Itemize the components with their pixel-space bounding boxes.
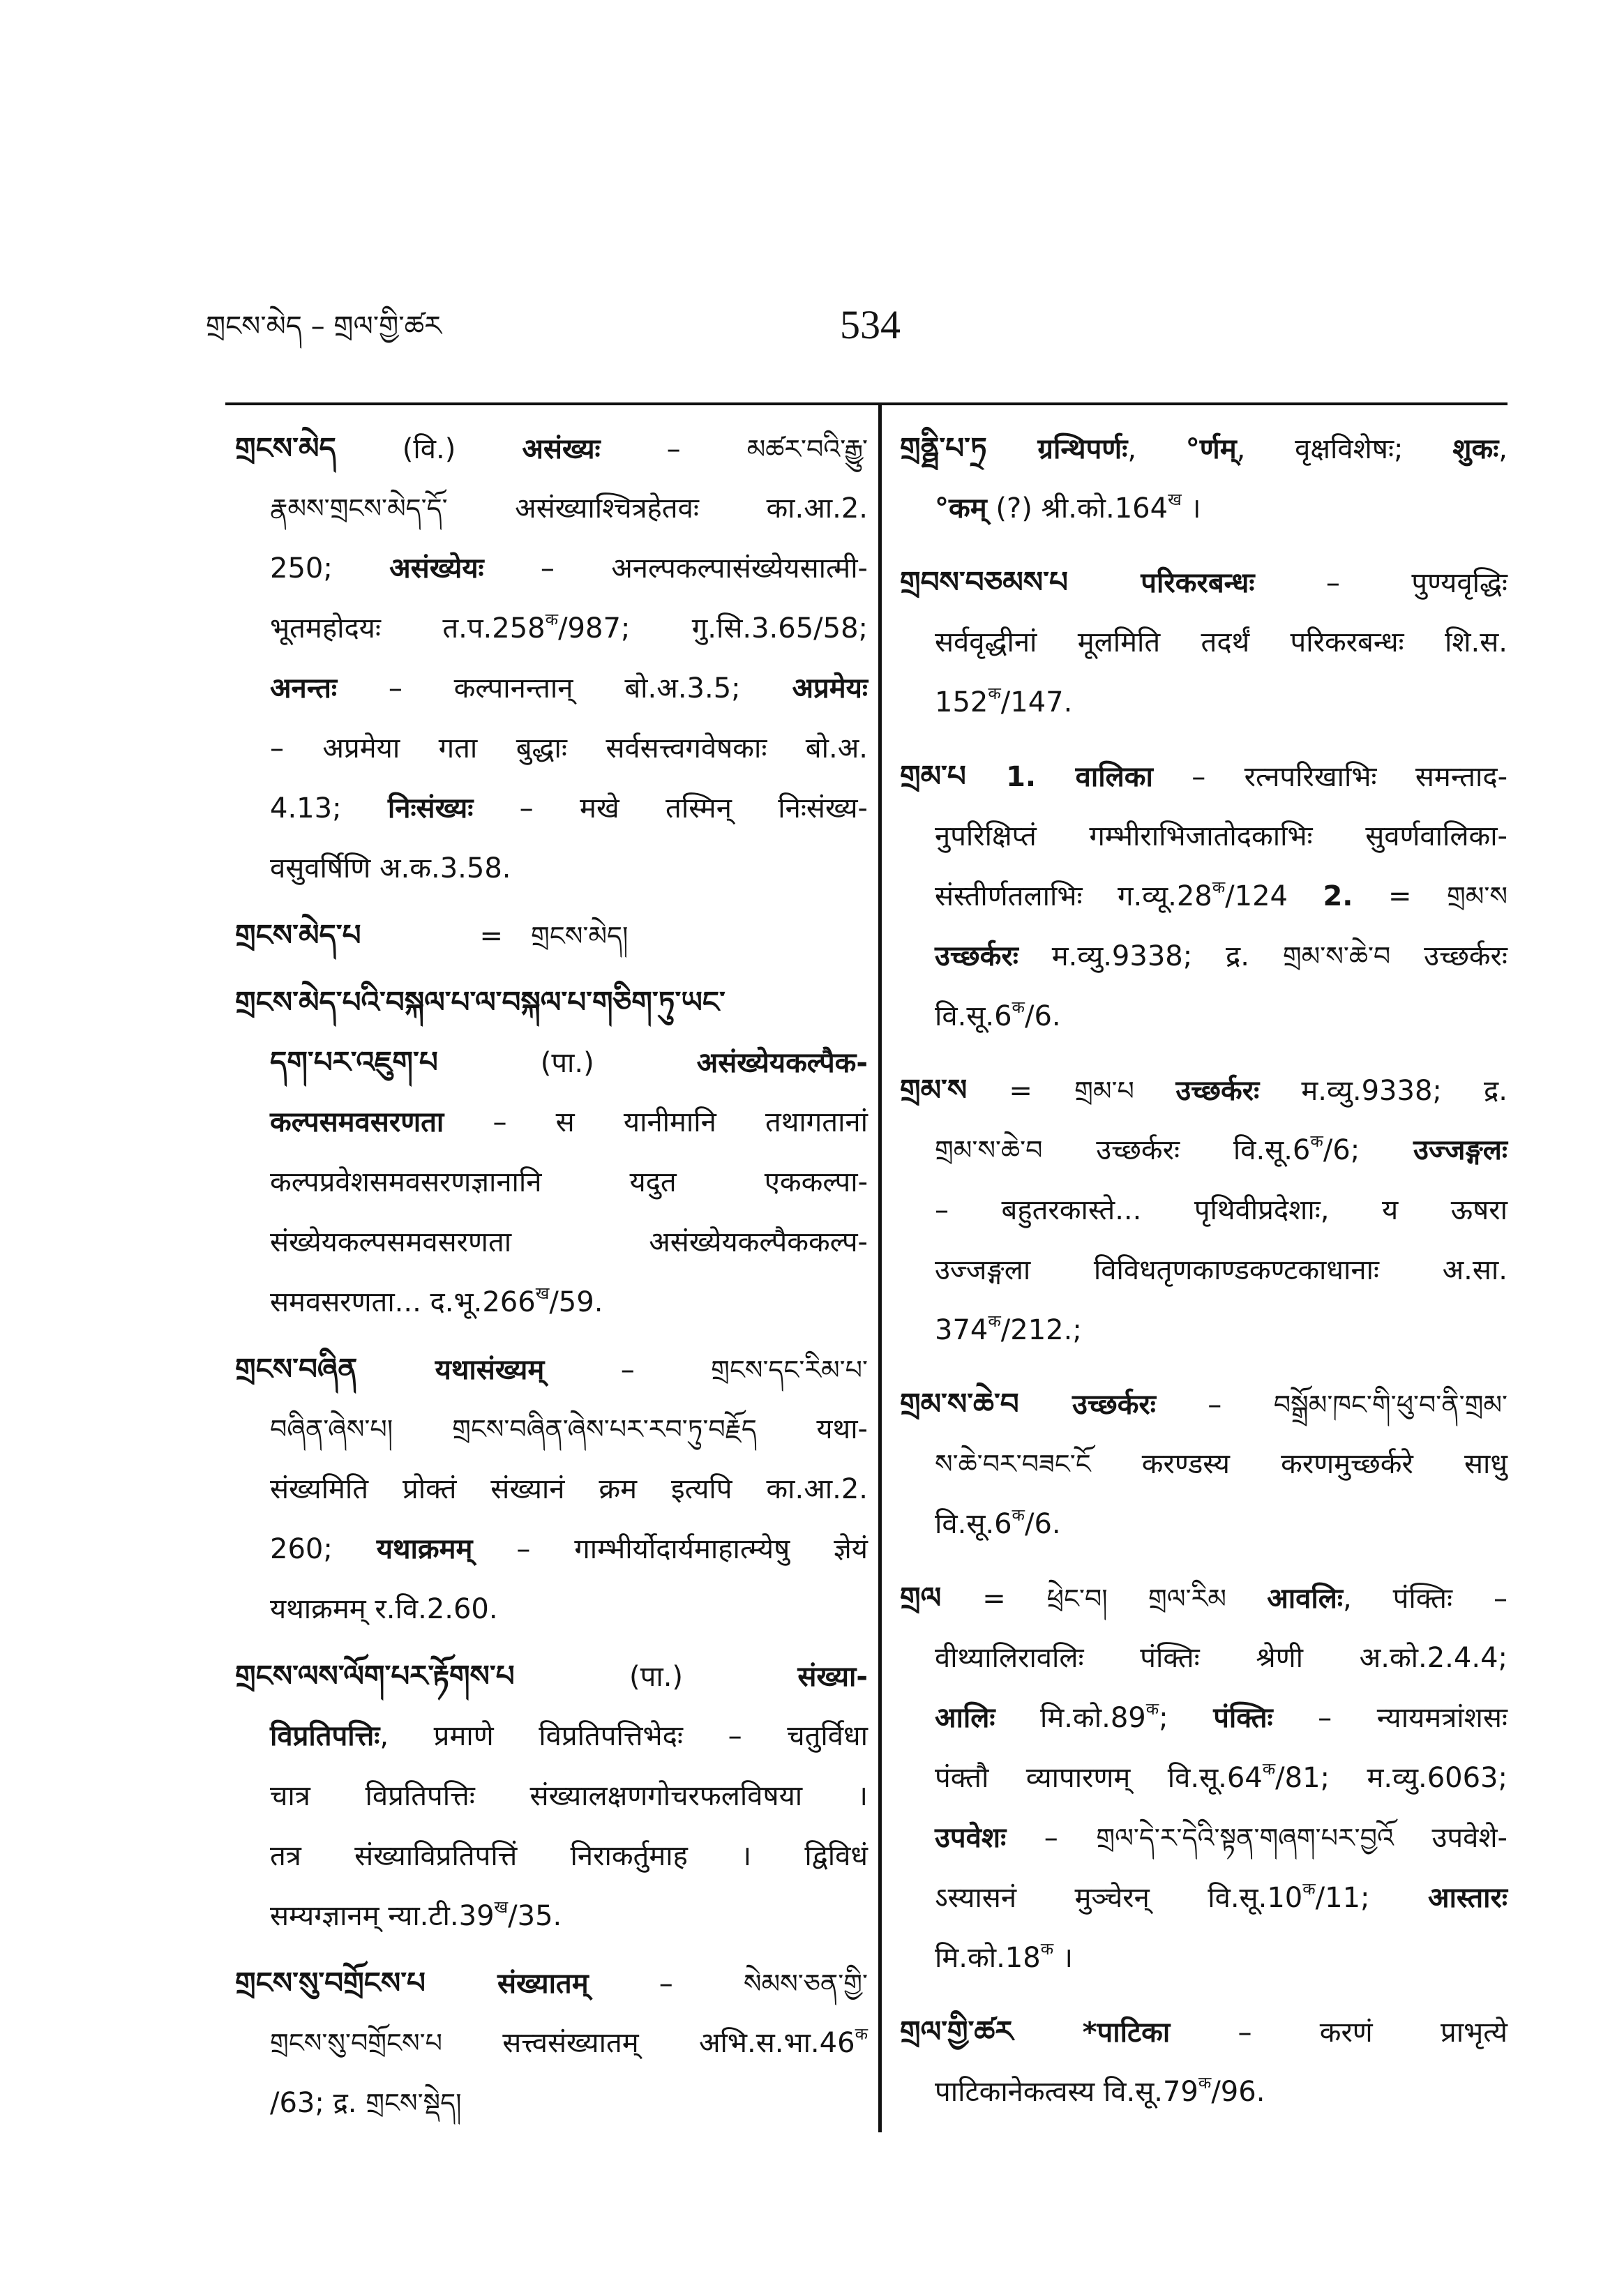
headword: གྲནྠི་པ་ཏྲ [900,431,1038,465]
folio-superscript: क [988,1311,1001,1331]
entry-line [235,718,868,778]
text: यथा- [756,1413,868,1445]
text: 250; [270,552,390,585]
tibetan-text: ཕྲེང་བ། གྲལ་རིམ [1046,1583,1268,1614]
sanskrit-term: °कम् [935,492,987,525]
text: उच्छर्करः [1390,940,1508,972]
sanskrit-term: विप्रतिपत्तिः [270,1720,380,1752]
text: , [1498,433,1508,465]
text: – पुण्यवृद्धिः [1254,567,1508,599]
text: म.व्यु.9338; द्र. [1259,1075,1508,1107]
text: , [1127,433,1186,465]
entry-line [900,672,1508,732]
headword: གྲབས་བཅམས་པ [900,565,1141,599]
tibetan-text: བསྒྲོམ་ཁང་གི་ཕུ་བ་ནི་གྲམ་ [1273,1389,1508,1420]
right-column [900,419,1508,2122]
dictionary-entry [900,552,1508,732]
text: सत्त्वसंख्यातम् अभि.स.भा.46 [442,2027,855,2059]
entry-line [235,1519,868,1579]
sanskrit-term: पंक्तिः [1213,1702,1273,1734]
entry-line [900,419,1508,479]
entry-line [235,1953,868,2013]
folio-superscript: क [988,684,1001,703]
text: उपवेशे- [1393,1822,1508,1854]
entry-line [235,1766,868,1826]
text: मि.को.18 [935,1942,1041,1974]
text: भूतमहोदयः त.प.258 [270,612,546,645]
text: वि.सू.6 [935,1508,1012,1540]
text: , वृक्षविशेषः; [1236,433,1453,465]
entry-line [235,1886,868,1946]
text: – रत्नपरिखाभिः समन्ताद- [1152,761,1508,793]
text: सम्यग्ज्ञानम् न्या.टी.39 [270,1900,495,1932]
entry-line [235,1826,868,1886]
entry-line [900,1568,1508,1628]
sanskrit-term: यथाक्रमम् [376,1533,473,1565]
entry-line [900,552,1508,612]
folio-superscript: क [855,2024,868,2044]
text: पाटिकानेकत्वस्य वि.सू.79 [935,2076,1198,2108]
text: = [1353,880,1447,912]
entry-line [900,1120,1508,1180]
text: तत्र संख्याविप्रतिपत्तिं निराकर्तुमाह । द्विविधं [270,1840,868,1872]
text: चात्र विप्रतिपत्तिः संख्यालक्षणगोचरफलविषया । [270,1780,868,1812]
sanskrit-term: उच्छर्करः [1175,1075,1260,1107]
headword: གྲལ་གྱི་ཚར [900,2014,1083,2049]
entry-line [235,1579,868,1639]
entry-line [900,806,1508,866]
sanskrit-term: कल्पसमवसरणता [270,1106,444,1138]
page-number: 534 [840,302,901,347]
running-head: གྲངས་མེད – གྲལ་གྱི་ཚར [206,310,442,342]
dictionary-entry [235,905,868,965]
folio-superscript: क [545,610,559,629]
text: यथाक्रमम् र.वि.2.60. [270,1593,498,1625]
entry-line [900,926,1508,986]
folio-superscript: ख [1168,490,1182,509]
entry-line [900,1494,1508,1554]
text: ; [1159,1702,1214,1734]
dictionary-entry [235,972,868,1332]
tibetan-text: ས་ཆེ་བར་བཟང་ངོ [935,1449,1091,1479]
entry-line [235,1339,868,1399]
entry-line [900,746,1508,806]
text: – न्यायमत्रांशसः [1272,1702,1508,1734]
headword: གྲལ [900,1581,942,1615]
sanskrit-term: ग्रन्थिपर्णः [1037,433,1128,465]
text: (पा.) [437,1047,697,1079]
text: – स यानीमानि तथागतानां [444,1106,868,1138]
sanskrit-term: आवलिः [1267,1583,1343,1615]
entry-line [235,1706,868,1766]
entry-line [235,1399,868,1459]
text: /987; गु.सि.3.65/58; [558,612,868,645]
text: /147. [1000,686,1073,718]
text: – बहुतरकास्ते... पृथिवीप्रदेशाः, य ऊषरा [935,1194,1508,1226]
sanskrit-term: यथासंख्यम् [435,1354,545,1386]
text: (वि.) [336,433,522,465]
tibetan-text: རྣམས་གྲངས་མེད་དོ་ [270,493,448,524]
entry-line [235,1646,868,1706]
tibetan-text: གྲམ་ས [1446,881,1508,912]
text: – [544,1354,712,1386]
entry-line [900,1434,1508,1494]
text: करण्डस्य करणमुच्छर्करे साधु [1090,1448,1508,1480]
text: सर्ववृद्धीनां मूलमिति तदर्थं परिकरबन्धः शि.स. [935,626,1508,658]
text: । [1053,1942,1074,1974]
sanskrit-term: 2. [1323,880,1353,912]
tibetan-text: སེམས་ཅན་གྱི་ [743,1968,868,1999]
text: 374 [935,1314,988,1346]
headword: གྲམ་པ [900,759,1007,793]
text: /212.; [1000,1314,1082,1346]
entry-line [900,1688,1508,1748]
text: ऽस्यासनं मुञ्चेरन् वि.सू.10 [935,1882,1303,1914]
tibetan-text: མཚར་བའི་རྒྱུ་ [746,434,868,465]
text: , प्रमाणे विप्रतिपत्तिभेदः – चतुर्विधा [379,1720,868,1752]
text: /81; म.व्यु.6063; [1275,1762,1508,1794]
entry-line [900,1628,1508,1688]
text: वि.सू.6 [935,1000,1012,1032]
text: /11; [1315,1882,1428,1914]
text: /6. [1024,1508,1061,1540]
text: उज्जङ्गला विविधतृणकाण्डकण्टकाधानाः अ.सा. [935,1254,1508,1286]
entry-line [235,972,868,1032]
folio-superscript: क [1198,2073,1212,2093]
sanskrit-term: अप्रमेयः [792,672,868,705]
folio-superscript: ख [535,1283,550,1303]
sanskrit-term: *पाटिका [1082,2017,1171,2049]
text: , पंक्तिः – [1342,1583,1508,1615]
text: 260; [270,1533,377,1565]
entry-line [235,419,868,479]
entry-line [235,1092,868,1152]
dictionary-entry [900,1374,1508,1554]
entry-line [235,658,868,718]
sanskrit-term: उच्छर्करः [1072,1389,1156,1421]
entry-line [235,1032,868,1092]
entry-line [235,1459,868,1519]
text: – [600,433,747,465]
headword: གྲངས་མེད་པའི་བསྐལ་པ་ལ་བསྐལ་པ་གཅིག་ཏུ་ཡང་ [235,985,725,1019]
sanskrit-term: परिकरबन्धः [1141,567,1255,599]
folio-superscript: क [1012,1505,1025,1525]
dictionary-entry [900,746,1508,1046]
headword: གྲམ་ས་ཆེ་བ [900,1387,1073,1421]
entry-line [235,1272,868,1332]
text: = [941,1583,1047,1615]
tibetan-text: བཞིན་ཞེས་པ། གྲངས་བཞིན་ཞེས་པར་རབ་ཏུ་བརྗོད [270,1414,757,1445]
sanskrit-term: शुकः [1452,433,1499,465]
text: पंक्तौ व्यापारणम् वि.सू.64 [935,1762,1263,1794]
headword: གྲངས་སུ་བགྲོངས་པ [235,1966,497,2000]
entry-line [235,538,868,598]
text: /96. [1211,2076,1265,2108]
left-column [235,419,868,2133]
entry-line [900,866,1508,926]
sanskrit-term: असंख्येयकल्पैक- [696,1047,868,1079]
dictionary-entry [235,1339,868,1639]
text: – कल्पानन्तान् बो.अ.3.5; [336,672,792,705]
text: समवसरणता... द.भू.266 [270,1286,536,1318]
tibetan-text: གྲམ་ས་ཆེ་བ [935,1135,1043,1166]
column-divider [878,405,882,2132]
entry-line [235,2013,868,2073]
folio-superscript: ख [494,1897,509,1917]
tibetan-text: གྲངས་དང་རིམ་པ་ [711,1355,868,1385]
text: /6. [1024,1000,1061,1032]
text: नुपरिक्षिप्तं गम्भीराभिजातोदकाभिः सुवर्णवालिका- [935,820,1508,852]
folio-superscript: क [1012,997,1025,1017]
text: संख्यमिति प्रोक्तं संख्यानं क्रम इत्यपि का.आ.2. [270,1473,868,1505]
text: – करणं प्राभृत्ये [1170,2017,1508,2049]
text: उच्छर्करः वि.सू.6 [1042,1134,1311,1166]
sanskrit-term: संख्यातम् [497,1968,589,2000]
text: (पा.) [514,1661,798,1693]
entry-line [235,838,868,898]
headword: དག་པར་འཇུག་པ [270,1045,438,1079]
text: – [1006,1822,1097,1854]
dictionary-entry [900,1060,1508,1360]
text: कल्पप्रवेशसमवसरणज्ञानानि यदुत एककल्पा- [270,1166,868,1198]
folio-superscript: क [1262,1759,1276,1779]
sanskrit-term: निःसंख्यः [387,792,474,824]
folio-superscript: क [1212,877,1226,897]
text: 4.13; [270,792,388,824]
text: 152 [935,686,988,718]
folio-superscript: क [1310,1131,1323,1151]
text: मि.को.89 [995,1702,1146,1734]
text: – गाम्भीर्योदार्यमाहात्म्येषु ज्ञेयं [472,1533,868,1565]
entry-line [900,986,1508,1046]
sanskrit-term: आलिः [935,1702,995,1734]
text: – मखे तस्मिन् निःसंख्य- [473,792,868,824]
entry-line [900,1300,1508,1360]
dictionary-entry [235,1953,868,2133]
tibetan-text: གྲངས་མེད། [531,921,629,951]
entry-line [900,1060,1508,1120]
entry-line [900,2002,1508,2062]
tibetan-text: གྲམ་པ [1074,1076,1176,1106]
sanskrit-term: असंख्यः [522,433,601,465]
dictionary-entry [900,1568,1508,1988]
text: असंख्याश्चित्रहेतवः का.आ.2. [447,492,868,525]
sanskrit-term: 1. वालिका [1006,761,1153,793]
text: = [967,1075,1075,1107]
tibetan-text: གྲངས་སྡེད། [366,2088,462,2118]
entry-line [235,1212,868,1272]
folio-superscript: क [1040,1939,1054,1959]
entry-line [900,2062,1508,2122]
headword: གྲངས་མེད་པ [235,918,361,952]
sanskrit-term: उच्छर्करः [935,940,1018,972]
entry-line [900,612,1508,672]
sanskrit-term: उपवेशः [935,1822,1007,1854]
entry-line [900,1374,1508,1434]
dictionary-entry [235,1646,868,1946]
text: वीथ्यालिरावलिः पंक्तिः श्रेणी अ.को.2.4.4; [935,1642,1508,1674]
entry-line [235,905,868,965]
entry-line [900,1808,1508,1868]
entry-line [235,479,868,538]
text: । [1181,492,1201,525]
dictionary-entry [235,419,868,898]
dictionary-entry [900,2002,1508,2122]
folio-superscript: क [1145,1699,1159,1719]
dictionary-entry [900,419,1508,538]
sanskrit-term: उज्जङ्गलः [1413,1134,1508,1166]
text: /63; द्र. [270,2087,366,2119]
entry-line [235,598,868,658]
text: /59. [549,1286,603,1318]
text: वसुवर्षिणि अ.क.3.58. [270,852,511,884]
entry-line [900,1928,1508,1988]
text: संख्येयकल्पसमवसरणता असंख्येयकल्पैककल्प- [270,1226,868,1258]
header-rule [225,402,1508,405]
text: (?) श्री.को.164 [986,492,1168,525]
text: – [1155,1389,1274,1421]
text: /6; [1323,1134,1413,1166]
entry-line [900,1748,1508,1808]
entry-line [900,479,1508,538]
sanskrit-term: संख्या- [797,1661,868,1693]
text: /124 [1225,880,1323,912]
sanskrit-term: असंख्येयः [389,552,484,585]
entry-line [235,1152,868,1212]
text: /35. [508,1900,562,1932]
entry-line [900,1180,1508,1240]
sanskrit-term: आस्तारः [1427,1882,1508,1914]
tibetan-text: གྲམ་ས་ཆེ་བ [1282,941,1391,972]
headword: གྲམ་ས [900,1073,968,1107]
tibetan-text: གྲལ་དེ་ར་དེའི་སྟན་གཞག་པར་བྱའོ [1096,1823,1394,1853]
text: – [588,1968,744,2000]
headword: གྲངས་མེད [235,431,336,465]
tibetan-text: གྲངས་སུ་བགྲོངས་པ [270,2028,442,2058]
equals-sign: = [479,920,504,952]
text: संस्तीर्णतलाभिः ग.व्यू.28 [935,880,1212,912]
entry-line [900,1240,1508,1300]
text: म.व्यु.9338; द्र. [1018,940,1283,972]
text: – अप्रमेया गता बुद्धाः सर्वसत्त्वगवेषकाः बो.अ. [270,732,868,764]
folio-superscript: क [1302,1879,1316,1899]
sanskrit-term: अनन्तः [270,672,337,705]
entry-line [900,1868,1508,1928]
entry-line [235,778,868,838]
headword: གྲངས་བཞིན [235,1352,435,1386]
sanskrit-term: °र्णम् [1185,433,1237,465]
headword: གྲངས་ལས་ལོག་པར་རྟོགས་པ [235,1659,515,1693]
entry-line [235,2073,868,2133]
text: – अनल्पकल्पासंख्येयसात्मी- [483,552,868,585]
